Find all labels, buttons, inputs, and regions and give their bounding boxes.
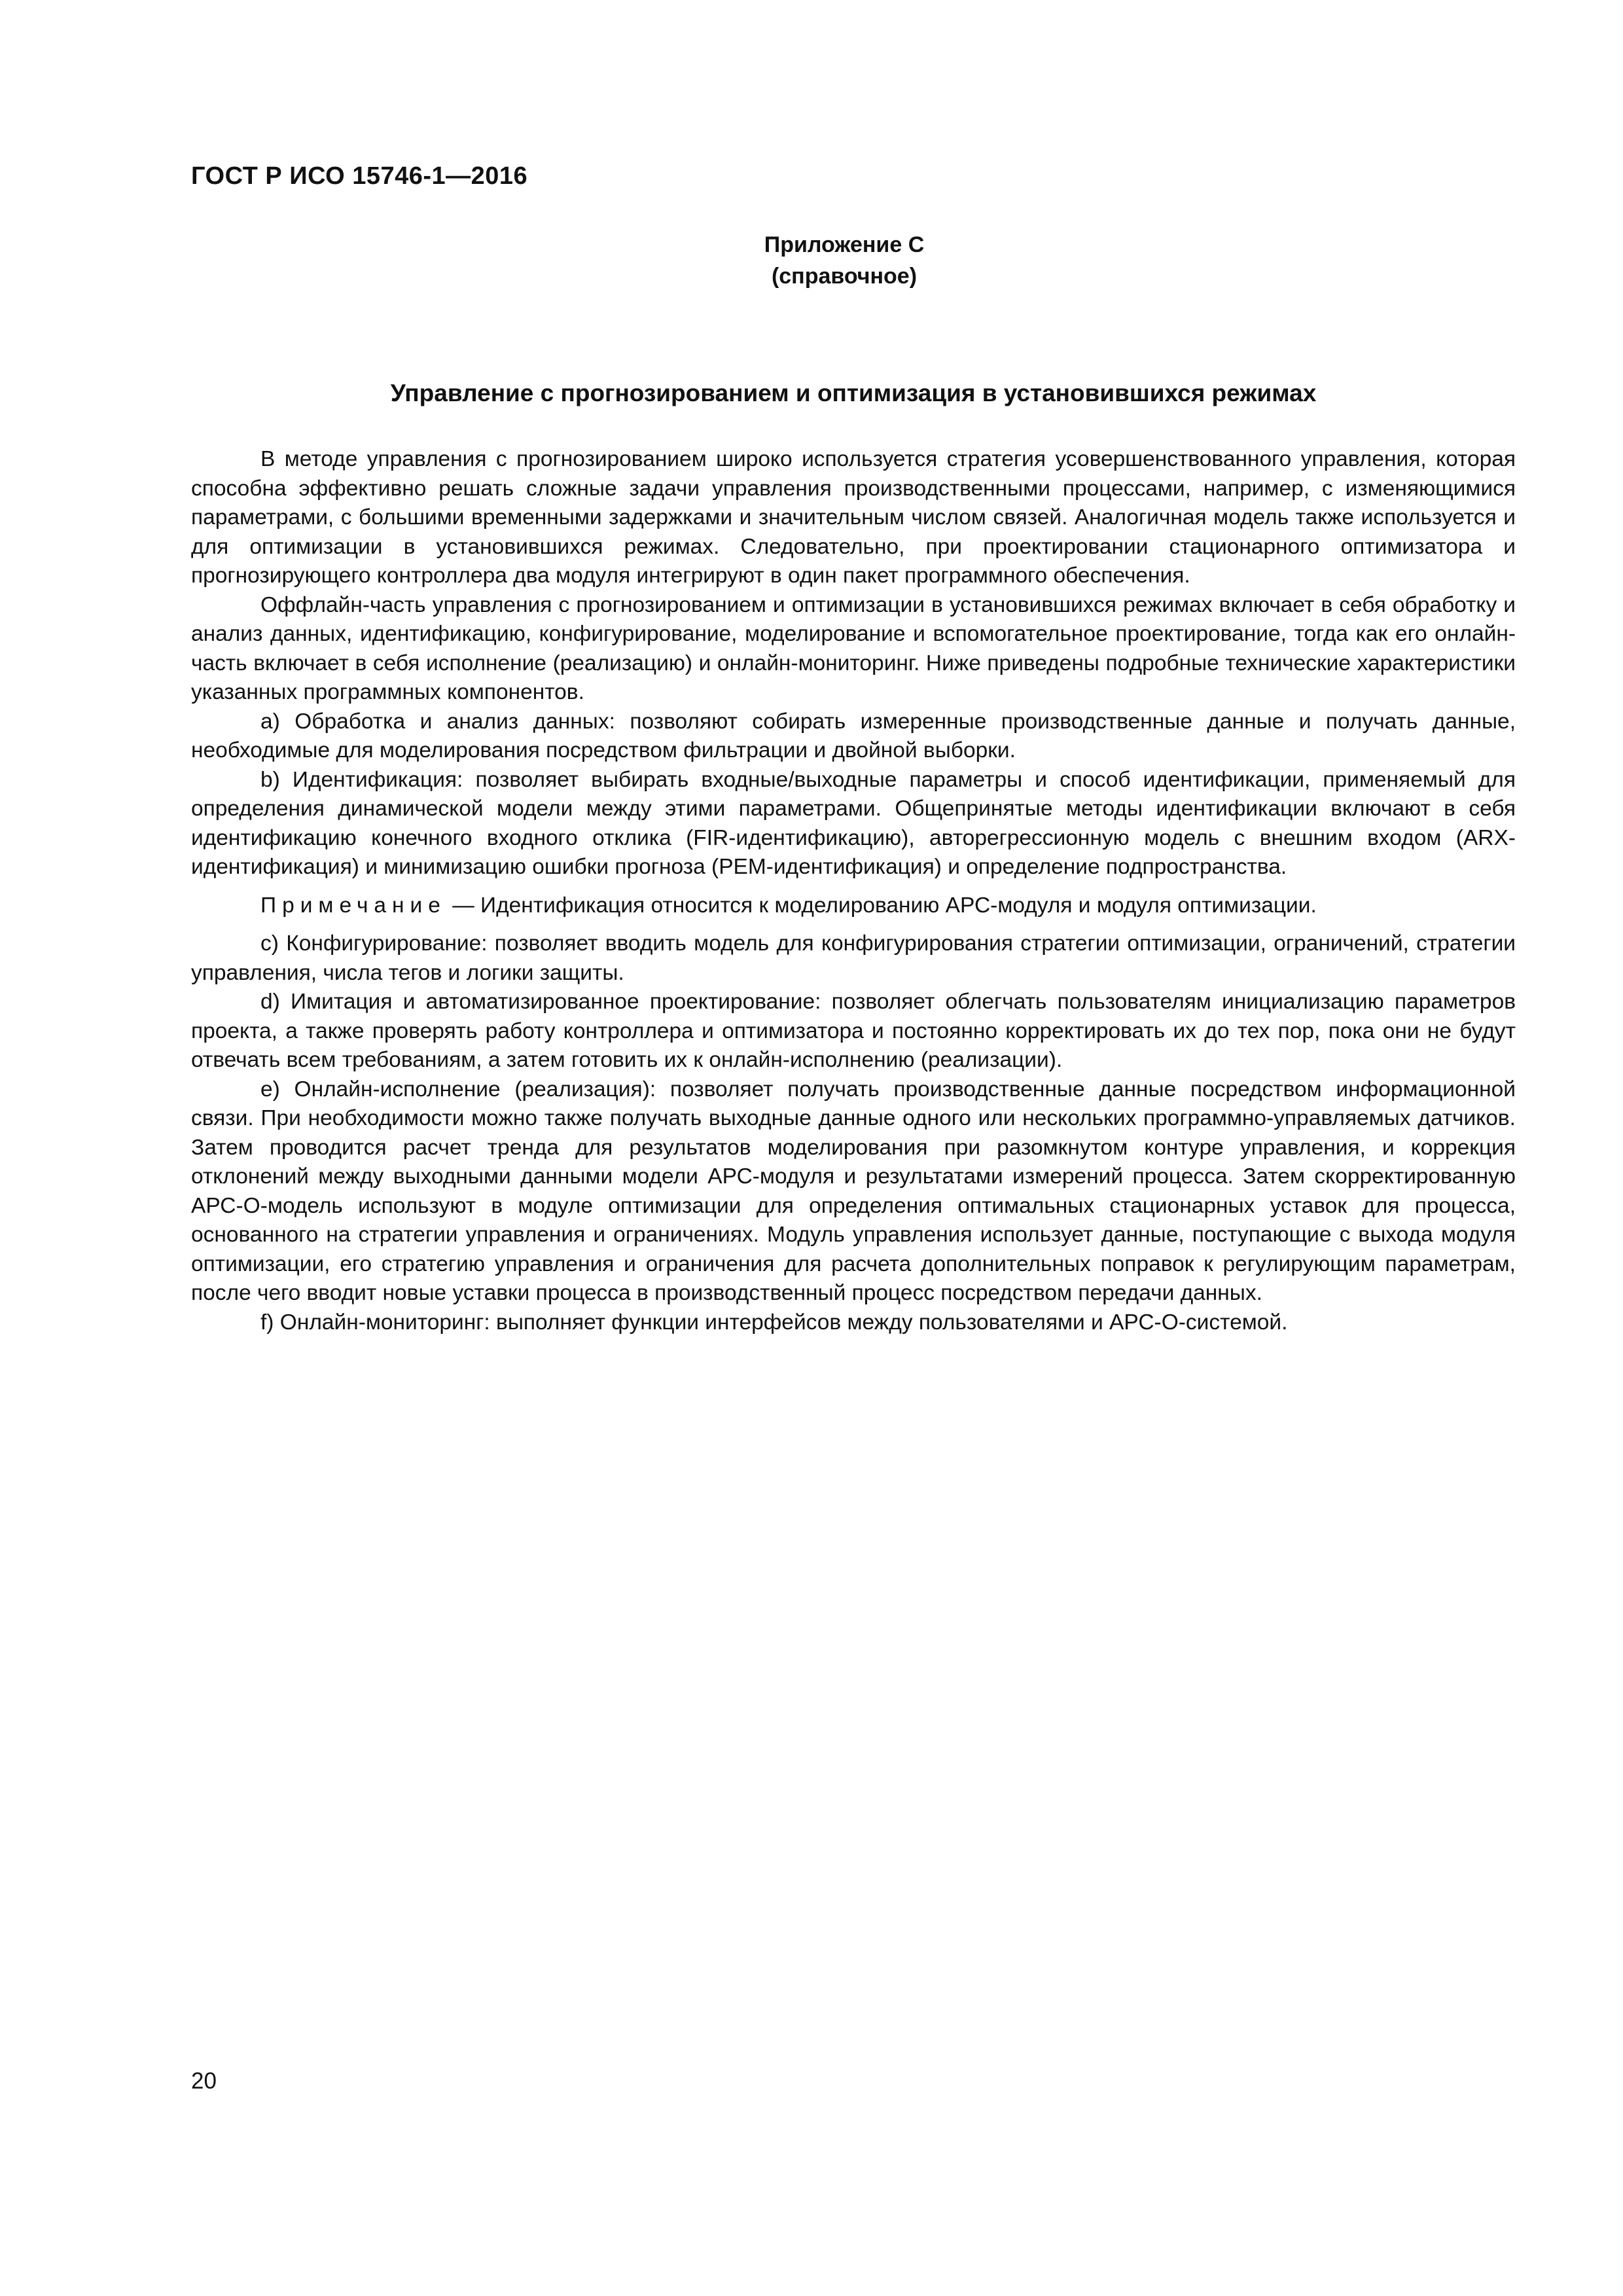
body-text	[191, 445, 1516, 1337]
list-item-d: d) Имитация и автоматизированное проектирование: позволяет облегчать пользователям инициализацию параметров проекта, а также проверять работу контроллера и оптимизатора и постоянно корректировать их до тех пор, пока они не будут отвечать всем требованиям, а затем готовить их к онлайн-исполнению (реализации).	[191, 990, 1516, 1072]
list-item-c: c) Конфигурирование: позволяет вводить модель для конфигурирования стратегии оптимизации, ограничений, стратегии управления, числа тегов и логики защиты.	[191, 931, 1516, 985]
annex-label: Приложение С	[764, 232, 925, 257]
section-title: Управление с прогнозированием и оптимизация в установившихся режимах	[390, 380, 1317, 406]
document-code: ГОСТ Р ИСО 15746-1—2016	[191, 162, 528, 190]
note-label: Примечание	[260, 893, 446, 918]
note-text: — Идентификация относится к моделированию АРС-модуля и модуля оптимизации.	[446, 893, 1317, 918]
annex-status: (справочное)	[771, 264, 918, 289]
page-number: 20	[191, 2068, 217, 2094]
paragraph-intro: В методе управления с прогнозированием широко используется стратегия усовершенствованного управления, которая способна эффективно решать сложные задачи управления производственными процессами, например, с изменяющимися параметрами, с большими временными задержками и значительным числом связей. Аналогичная модель также используется и для оптимизации в установившихся режимах. Следовательно, при проектировании стационарного оптимизатора и прогнозирующего контроллера два модуля интегрируют в один пакет программного обеспечения.	[191, 447, 1516, 588]
paragraph-offline-online: Оффлайн-часть управления с прогнозированием и оптимизации в установившихся режимах включает в себя обработку и анализ данных, идентификацию, конфигурирование, моделирование и вспомогательное проектирование, тогда как его онлайн-часть включает в себя исполнение (реализацию) и онлайн-мониторинг. Ниже приведены подробные технические характеристики указанных программных компонентов.	[191, 592, 1516, 704]
list-item-e: e) Онлайн-исполнение (реализация): позволяет получать производственные данные посредством информационной связи. При необходимости можно также получать выходные данные одного или нескольких программно-управляемых датчиков. Затем проводится расчет тренда для результатов моделирования при разомкнутом контуре управления, и коррекция отклонений между выходными данными модели АРС-модуля и результатами измерений процесса. Затем скорректированную АРС-О-модель используют в модуле оптимизации для определения оптимальных стационарных уставок для процесса, основанного на стратегии управления и ограничениях. Модуль управления использует данные, поступающие с выхода модуля оптимизации, его стратегию управления и ограничения для расчета дополнительных поправок к регулирующим параметрам, после чего вводит новые уставки процесса в производственный процесс посредством передачи данных.	[191, 1077, 1516, 1305]
list-item-f: f) Онлайн-мониторинг: выполняет функции интерфейсов между пользователями и АРС-О-системой.	[260, 1310, 1288, 1335]
annex-heading	[0, 229, 1623, 292]
list-item-b: b) Идентификация: позволяет выбирать входные/выходные параметры и способ идентификации, применяемый для определения динамической модели между этими параметрами. Общепринятые методы идентификации включают в себя идентификацию конечного входного отклика (FIR-идентификацию), авторегрессионную модель с внешним входом (ARX-идентификация) и минимизацию ошибки прогноза (PEM-идентификация) и определение подпространства.	[191, 767, 1516, 879]
list-item-a: a) Обработка и анализ данных: позволяют собирать измеренные производственные данные и получать данные, необходимые для моделирования посредством фильтрации и двойной выборки.	[191, 709, 1516, 762]
note	[191, 891, 1516, 921]
